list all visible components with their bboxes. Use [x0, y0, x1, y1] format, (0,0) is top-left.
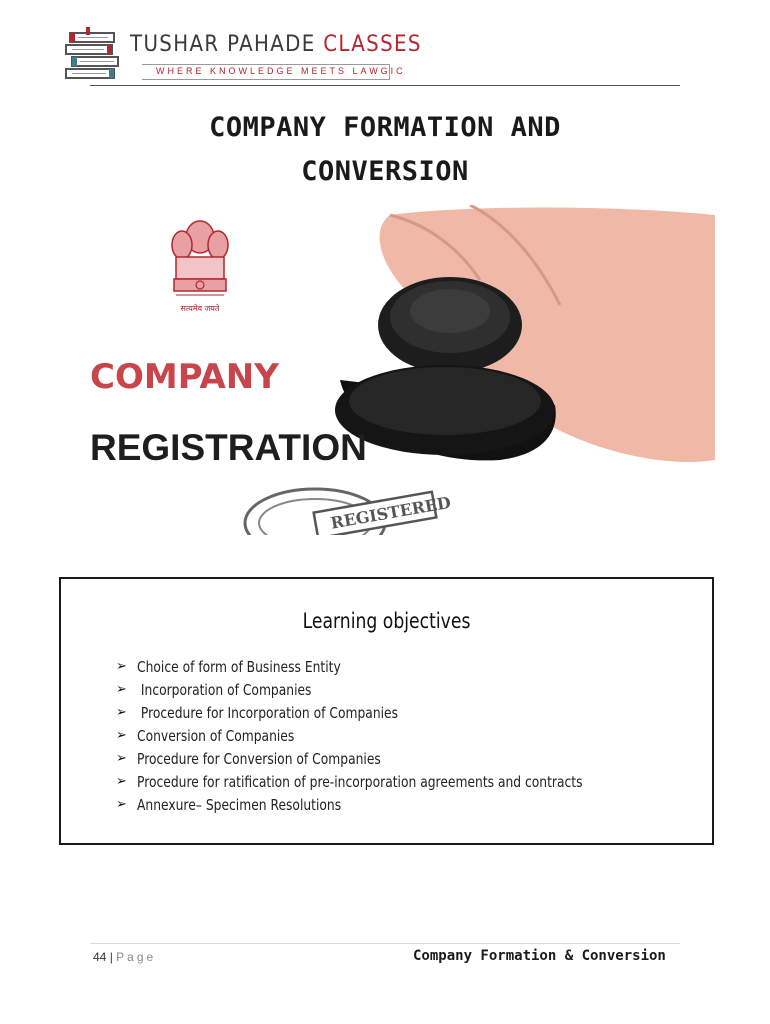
footer-divider — [90, 943, 680, 944]
learning-objectives-box — [59, 577, 714, 845]
list-item — [116, 724, 680, 747]
arrow-bullet-icon: ➢ — [116, 659, 127, 674]
national-emblem-icon — [172, 221, 228, 295]
arrow-bullet-icon: ➢ — [116, 774, 127, 789]
page-header — [60, 20, 685, 92]
page-number-value: 44 — [93, 950, 107, 964]
list-item-text: Incorporation of Companies — [137, 680, 312, 699]
hero-graphic — [90, 205, 715, 535]
page-title — [100, 106, 670, 194]
list-item-text: Procedure for ratification of pre-incorporation agreements and contracts — [137, 772, 583, 791]
learning-objectives-heading: Learning objectives — [302, 609, 471, 633]
page-title-line-1: COMPANY FORMATION AND — [209, 112, 561, 143]
list-item-text: Choice of form of Business Entity — [137, 657, 341, 676]
brand-name — [130, 32, 422, 57]
brand-name-main: TUSHAR PAHADE — [130, 32, 324, 57]
list-item — [116, 678, 680, 701]
learning-objectives-list — [116, 655, 680, 816]
page-number — [93, 950, 156, 964]
brand-name-accent: CLASSES — [323, 32, 422, 57]
hand-stamp-image — [335, 205, 715, 462]
arrow-bullet-icon: ➢ — [116, 797, 127, 812]
list-item — [116, 655, 680, 678]
stacked-books-icon — [64, 25, 124, 85]
page-title-line-2: CONVERSION — [301, 156, 469, 187]
list-item — [116, 747, 680, 770]
hero-company-word: COMPANY — [90, 357, 279, 397]
list-item — [116, 770, 680, 793]
list-item — [116, 793, 680, 816]
header-divider — [90, 85, 680, 86]
registered-stamp-impression — [245, 489, 452, 535]
emblem-caption: सत्यमेव जयते — [180, 304, 220, 313]
footer-running-title: Company Formation & Conversion — [413, 948, 666, 964]
list-item-text: Conversion of Companies — [137, 726, 295, 745]
hero-registration-word: REGISTRATION — [90, 427, 367, 468]
page-number-separator: | — [109, 950, 113, 964]
list-item-text: Procedure for Incorporation of Companies — [137, 703, 399, 722]
brand-tagline: WHERE KNOWLEDGE MEETS LAWGIC — [156, 66, 406, 76]
arrow-bullet-icon: ➢ — [116, 728, 127, 743]
list-item-text: Procedure for Conversion of Companies — [137, 749, 381, 768]
registered-stamp-text: REGISTERED — [329, 492, 453, 533]
arrow-bullet-icon: ➢ — [116, 705, 127, 720]
page-word: Page — [116, 950, 157, 964]
hero-illustration — [90, 205, 715, 535]
list-item-text: Annexure– Specimen Resolutions — [137, 795, 342, 814]
arrow-bullet-icon: ➢ — [116, 751, 127, 766]
arrow-bullet-icon: ➢ — [116, 682, 127, 697]
list-item — [116, 701, 680, 724]
